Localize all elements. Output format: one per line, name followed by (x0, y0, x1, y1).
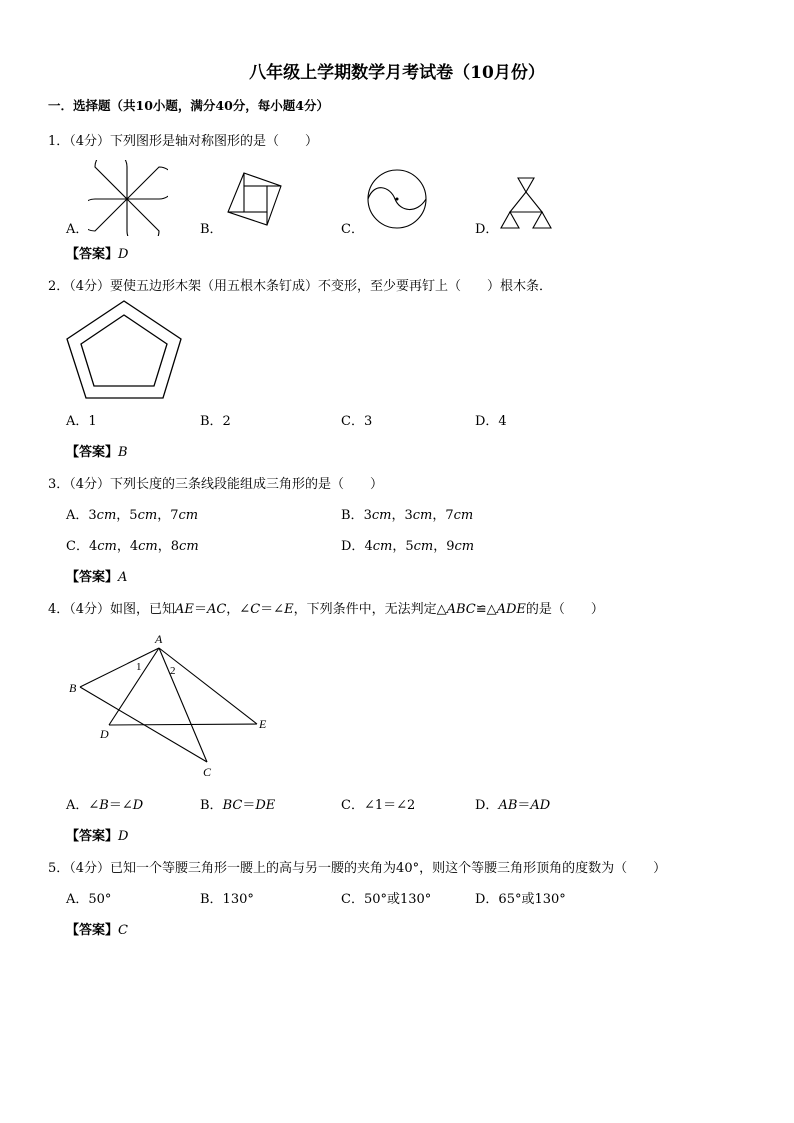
q4-answer: 【答案】D (66, 829, 129, 844)
q4-option-a[interactable]: A．∠B＝∠D (66, 798, 144, 813)
q1-figure-squares (222, 168, 288, 228)
q4-label-b: B (69, 681, 77, 695)
q5-answer: 【答案】C (66, 923, 128, 938)
q4-stem: 4．（4分）如图，已知AE＝AC，∠C＝∠E，下列条件中，无法判定△ABC≌△ADE的是（ ） (48, 602, 604, 617)
q3-option-a[interactable]: A．3cm，5cm，7cm (66, 508, 199, 523)
q4-label-angle-2: 2 (170, 665, 176, 677)
q1-option-c[interactable]: C． (341, 222, 364, 237)
q4-option-c[interactable]: C．∠1＝∠2 (341, 798, 416, 813)
q4-label-e: E (259, 717, 267, 731)
q4-label-d: D (100, 727, 109, 741)
q2-stem: 2．（4分）要使五边形木架（用五根木条钉成）不变形，至少要再钉上（ ）根木条． (48, 279, 553, 294)
q4-label-a: A (155, 632, 163, 646)
q1-figure-circle (362, 164, 432, 234)
q3-option-c[interactable]: C．4cm，4cm，8cm (66, 539, 199, 554)
q4-figure-triangles (60, 628, 280, 780)
q5-option-a[interactable]: A．50° (66, 892, 112, 907)
q5-option-b[interactable]: B．130° (200, 892, 254, 907)
q2-option-d[interactable]: D．4 (475, 414, 507, 429)
q1-option-d[interactable]: D． (475, 222, 499, 237)
q2-option-b[interactable]: B．2 (200, 414, 231, 429)
q3-option-d[interactable]: D．4cm，5cm，9cm (341, 539, 475, 554)
section-heading: 一．选择题（共10小题，满分40分，每小题4分） (48, 98, 329, 113)
q4-option-d[interactable]: D．AB＝AD (475, 798, 551, 813)
q1-option-a[interactable]: A． (66, 222, 89, 237)
q2-option-a[interactable]: A．1 (66, 414, 97, 429)
q3-answer: 【答案】A (66, 570, 128, 585)
q4-label-c: C (203, 765, 212, 779)
q4-label-angle-1: 1 (136, 661, 142, 673)
page-title: 八年级上学期数学月考试卷（10月份） (249, 63, 545, 83)
q4-option-b[interactable]: B．BC＝DE (200, 798, 276, 813)
q2-answer: 【答案】B (66, 445, 128, 460)
q5-stem: 5．（4分）已知一个等腰三角形一腰上的高与另一腰的夹角为40°，则这个等腰三角形顶角的度数为（ ） (48, 861, 667, 876)
q3-stem: 3．（4分）下列长度的三条线段能组成三角形的是（ ） (48, 477, 384, 492)
q1-figure-pinwheel (88, 160, 168, 236)
q5-option-c[interactable]: C．50°或130° (341, 892, 432, 907)
q1-stem: 1．（4分）下列图形是轴对称图形的是（ ） (48, 134, 319, 149)
q2-figure-pentagon (60, 296, 190, 404)
q3-option-b[interactable]: B．3cm，3cm，7cm (341, 508, 474, 523)
q1-figure-triangles (496, 174, 560, 234)
q5-option-d[interactable]: D．65°或130° (475, 892, 566, 907)
q1-option-b[interactable]: B． (200, 222, 223, 237)
q2-option-c[interactable]: C．3 (341, 414, 373, 429)
q1-answer: 【答案】D (66, 247, 129, 262)
